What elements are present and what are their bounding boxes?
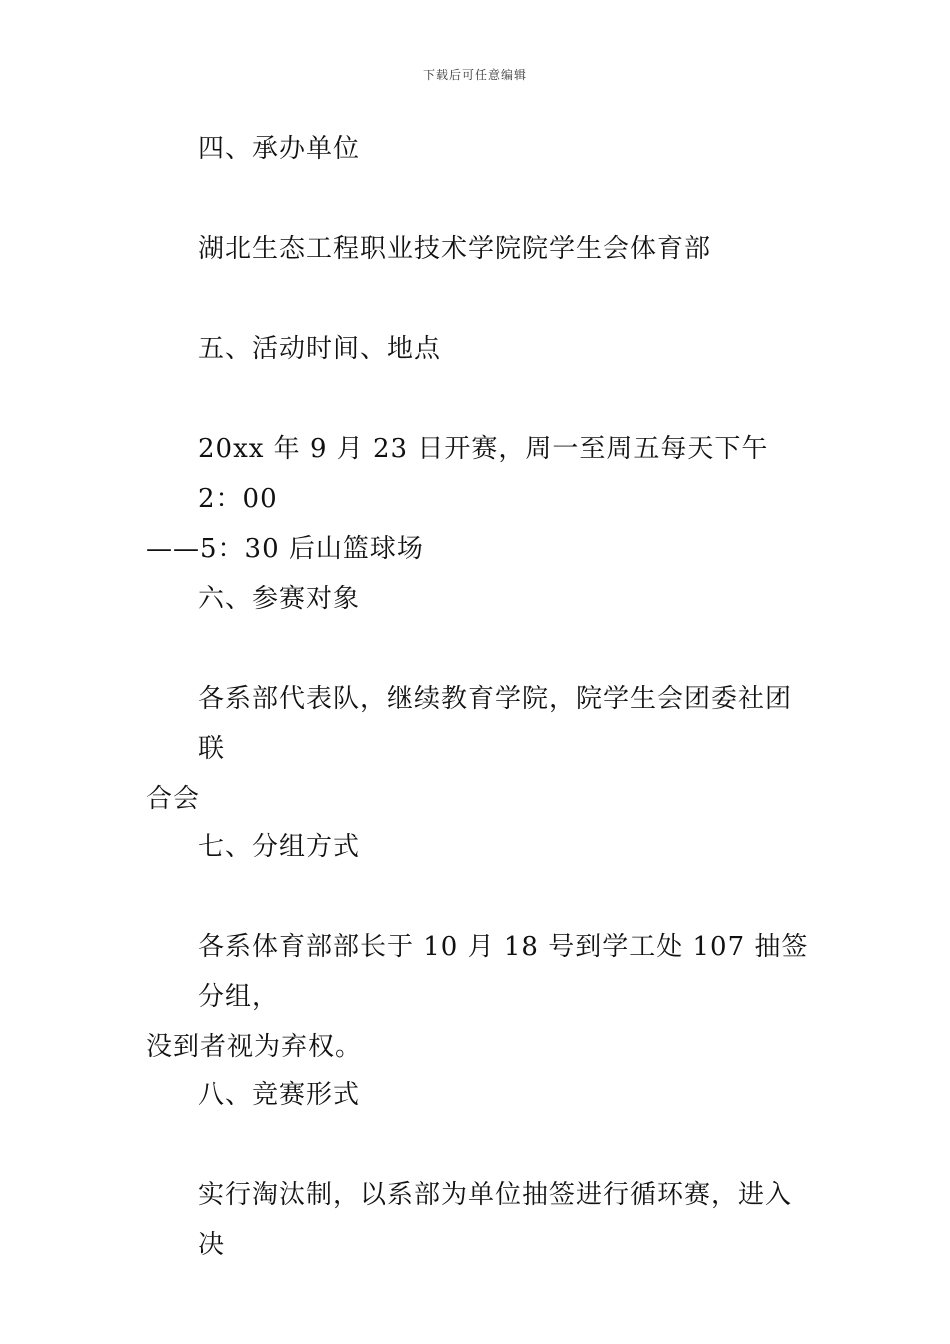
section-6-body-line-1: 各系部代表队，继续教育学院，院学生会团委社团联 bbox=[198, 684, 793, 764]
section-4-heading-text: 四、承办单位 bbox=[198, 134, 361, 164]
section-5-heading-text: 五、活动时间、地点 bbox=[198, 334, 442, 364]
section-5-heading bbox=[146, 324, 810, 374]
section-7-body-line-2: 没到者视为弃权。 bbox=[146, 1032, 363, 1062]
section-4-body-text: 湖北生态工程职业技术学院院学生会体育部 bbox=[198, 234, 712, 264]
section-8-body-line-1: 实行淘汰制，以系部为单位抽签进行循环赛，进入决 bbox=[198, 1180, 793, 1260]
header-note: 下载后可任意编辑 bbox=[422, 68, 527, 82]
section-5-body-line-1: 20xx 年 9 月 23 日开赛，周一至周五每天下午 2：00 bbox=[198, 434, 769, 514]
section-7-body-line-1: 各系体育部部长于 10 月 18 号到学工处 107 抽签分组， bbox=[198, 932, 809, 1012]
section-7-heading-text: 七、分组方式 bbox=[198, 832, 361, 862]
section-8-heading-text: 八、竞赛形式 bbox=[198, 1080, 361, 1110]
section-7-body bbox=[146, 922, 810, 1072]
section-4-body bbox=[146, 224, 810, 274]
section-7-heading bbox=[146, 822, 810, 872]
section-6-body bbox=[146, 674, 810, 824]
section-6-heading bbox=[146, 574, 810, 624]
section-6-body-line-2: 合会 bbox=[146, 784, 201, 814]
section-8-heading bbox=[146, 1070, 810, 1120]
section-8-body bbox=[146, 1170, 810, 1270]
section-4-heading bbox=[146, 124, 810, 174]
section-5-body bbox=[146, 424, 810, 574]
section-5-body-line-2: ——5：30 后山篮球场 bbox=[146, 534, 424, 564]
section-6-heading-text: 六、参赛对象 bbox=[198, 584, 361, 614]
